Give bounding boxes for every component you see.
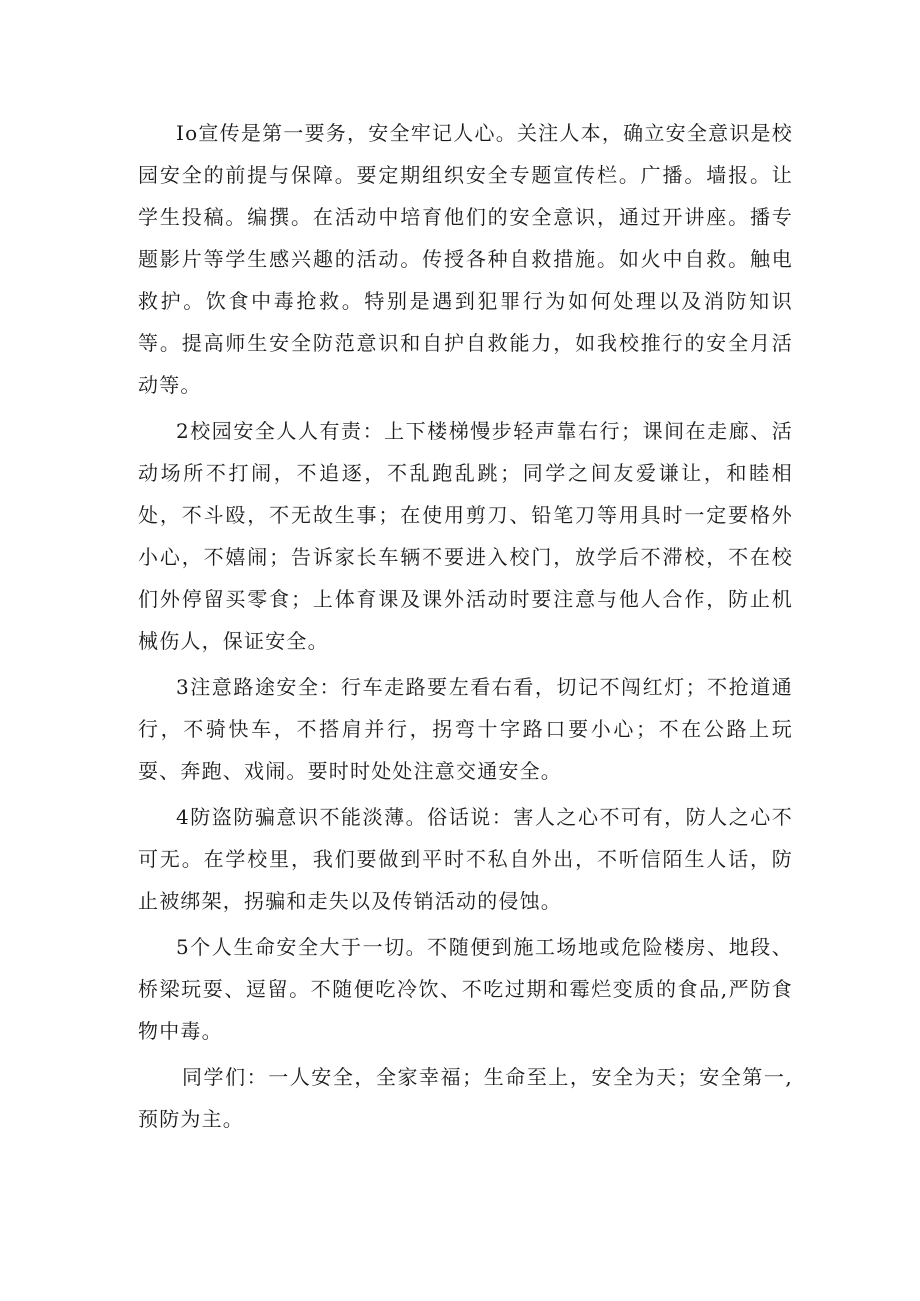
paragraph-publicity: Io宣传是第一要务，安全牢记人心。关注人本，确立安全意识是校园安全的前提与保障。要定期组织安全专题宣传栏。广播。墙报。让学生投稿。编撰。在活动中培育他们的安全意识，通过开讲座。播专题影片等学生感兴趣的活动。传授各种自救措施。如火中自救。触电救护。饮食中毒抢救。特别是遇到犯罪行为如何处理以及消防知识等。提高师生安全防范意识和自护自救能力，如我校推行的安全月活动等。 xyxy=(138,121,793,397)
paragraph-closing-slogan: 同学们：一人安全，全家幸福；生命至上，安全为天；安全第一,预防为主。 xyxy=(138,1065,793,1131)
paragraph-personal-safety: 5个人生命安全大于一切。不随便到施工场地或危险楼房、地段、桥梁玩耍、逗留。不随便吃冷饮、不吃过期和霉烂变质的食品,严防食物中毒。 xyxy=(138,935,793,1043)
document-body xyxy=(138,112,793,1144)
paragraph-anti-fraud: 4防盗防骗意识不能淡薄。俗话说：害人之心不可有，防人之心不可无。在学校里，我们要做到平时不私自外出，不听信陌生人话，防止被绑架，拐骗和走失以及传销活动的侵蚀。 xyxy=(138,805,793,913)
paragraph-campus-safety: 2校园安全人人有责：上下楼梯慢步轻声靠右行；课间在走廊、活动场所不打闹，不追逐，不乱跑乱跳；同学之间友爱谦让，和睦相处，不斗殴，不无故生事；在使用剪刀、铅笔刀等用具时一定要格外小心，不嬉闹；告诉家长车辆不要进入校门，放学后不滞校，不在校们外停留买零食；上体育课及课外活动时要注意与他人合作，防止机械伤人，保证安全。 xyxy=(138,419,793,653)
paragraph-road-safety: 3注意路途安全：行车走路要左看右看，切记不闯红灯；不抢道通行，不骑快车，不搭肩并行，拐弯十字路口要小心；不在公路上玩耍、奔跑、戏闹。要时时处处注意交通安全。 xyxy=(138,675,793,783)
